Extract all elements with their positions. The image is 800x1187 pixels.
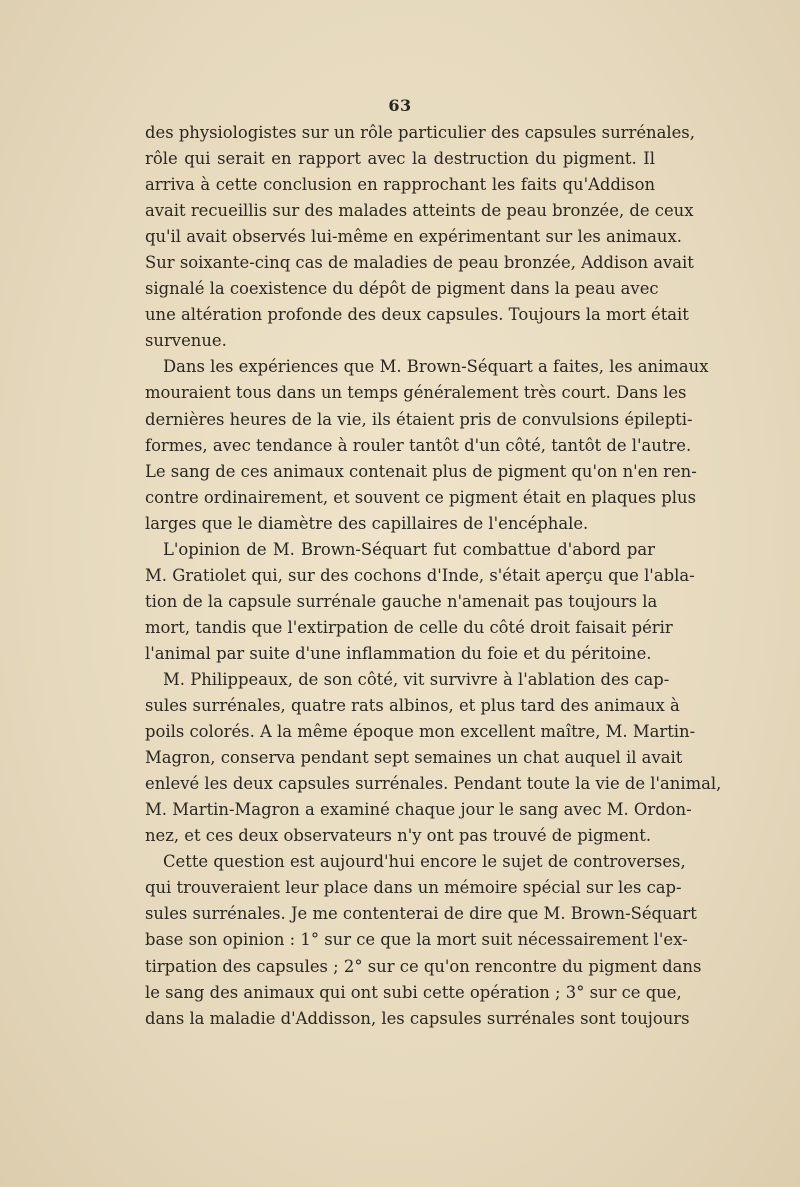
text-line: base son opinion : 1° sur ce que la mort suit nécessairement l'ex- bbox=[145, 930, 688, 950]
text-line: nez, et ces deux observateurs n'y ont pas trouvé de pigment. bbox=[145, 826, 652, 846]
text-line: M. Martin-Magron a examiné chaque jour le sang avec M. Ordon- bbox=[145, 800, 692, 820]
paragraph bbox=[145, 667, 722, 849]
text-line: dernières heures de la vie, ils étaient pris de convulsions épilepti- bbox=[145, 409, 693, 429]
text-line: avait recueillis sur des malades atteints de peau bronzée, de ceux bbox=[145, 201, 694, 221]
text-line: Sur soixante-cinq cas de maladies de peau bronzée, Addison avait bbox=[145, 253, 694, 273]
text-line: Magron, conserva pendant sept semaines un chat auquel il avait bbox=[145, 748, 683, 768]
paragraph bbox=[145, 354, 709, 536]
text-line: tion de la capsule surrénale gauche n'amenait pas toujours la bbox=[145, 591, 658, 611]
text-line: des physiologistes sur un rôle particulier des capsules surrénales, bbox=[145, 123, 695, 142]
text-line: rôle qui serait en rapport avec la destruction du pigment. Il bbox=[145, 149, 655, 169]
text-line: sules surrénales, quatre rats albinos, et plus tard des animaux à bbox=[145, 696, 680, 716]
paragraph bbox=[145, 849, 702, 1031]
body-text bbox=[145, 120, 722, 1032]
text-line: Cette question est aujourd'hui encore le sujet de controverses, bbox=[163, 852, 686, 872]
text-line: contre ordinairement, et souvent ce pigment était en plaques plus bbox=[145, 487, 696, 507]
text-line: qui trouveraient leur place dans un mémoire spécial sur les cap- bbox=[145, 878, 682, 898]
text-line: dans la maladie d'Addisson, les capsules surrénales sont toujours bbox=[145, 1008, 690, 1028]
text-line: larges que le diamètre des capillaires de l'encéphale. bbox=[145, 513, 589, 533]
paragraph bbox=[145, 120, 695, 354]
text-line: enlevé les deux capsules surrénales. Pendant toute la vie de l'animal, bbox=[145, 774, 722, 794]
text-line: poils colorés. A la même époque mon excellent maître, M. Martin- bbox=[145, 722, 696, 742]
text-line: l'animal par suite d'une inflammation du foie et du péritoine. bbox=[145, 643, 652, 663]
text-line: M. Philippeaux, de son côté, vit survivre à l'ablation des cap- bbox=[163, 669, 670, 689]
text-line: Dans les expériences que M. Brown-Séquart a faites, les animaux bbox=[163, 357, 709, 377]
page-number: 63 bbox=[388, 96, 412, 115]
text-line: tirpation des capsules ; 2° sur ce qu'on rencontre du pigment dans bbox=[145, 956, 702, 976]
text-line: signalé la coexistence du dépôt de pigment dans la peau avec bbox=[145, 279, 659, 299]
text-line: M. Gratiolet qui, sur des cochons d'Inde, s'était aperçu que l'abla- bbox=[145, 565, 695, 585]
text-line: survenue. bbox=[145, 331, 227, 351]
text-line: une altération profonde des deux capsules. Toujours la mort était bbox=[145, 305, 689, 325]
text-line: sules surrénales. Je me contenterai de dire que M. Brown-Séquart bbox=[145, 904, 697, 924]
text-line: mouraient tous dans un temps généralement très court. Dans les bbox=[145, 383, 687, 403]
text-line: mort, tandis que l'extirpation de celle du côté droit faisait périr bbox=[145, 617, 673, 637]
text-line: L'opinion de M. Brown-Séquart fut combattue d'abord par bbox=[163, 539, 655, 559]
text-line: formes, avec tendance à rouler tantôt d'un côté, tantôt de l'autre. bbox=[145, 435, 692, 455]
text-line: qu'il avait observés lui-même en expérimentant sur les animaux. bbox=[145, 227, 682, 247]
text-line: Le sang de ces animaux contenait plus de pigment qu'on n'en ren- bbox=[145, 461, 697, 481]
text-line: arriva à cette conclusion en rapprochant les faits qu'Addison bbox=[145, 175, 655, 195]
paragraph bbox=[145, 537, 695, 667]
text-line: le sang des animaux qui ont subi cette opération ; 3° sur ce que, bbox=[145, 982, 682, 1002]
